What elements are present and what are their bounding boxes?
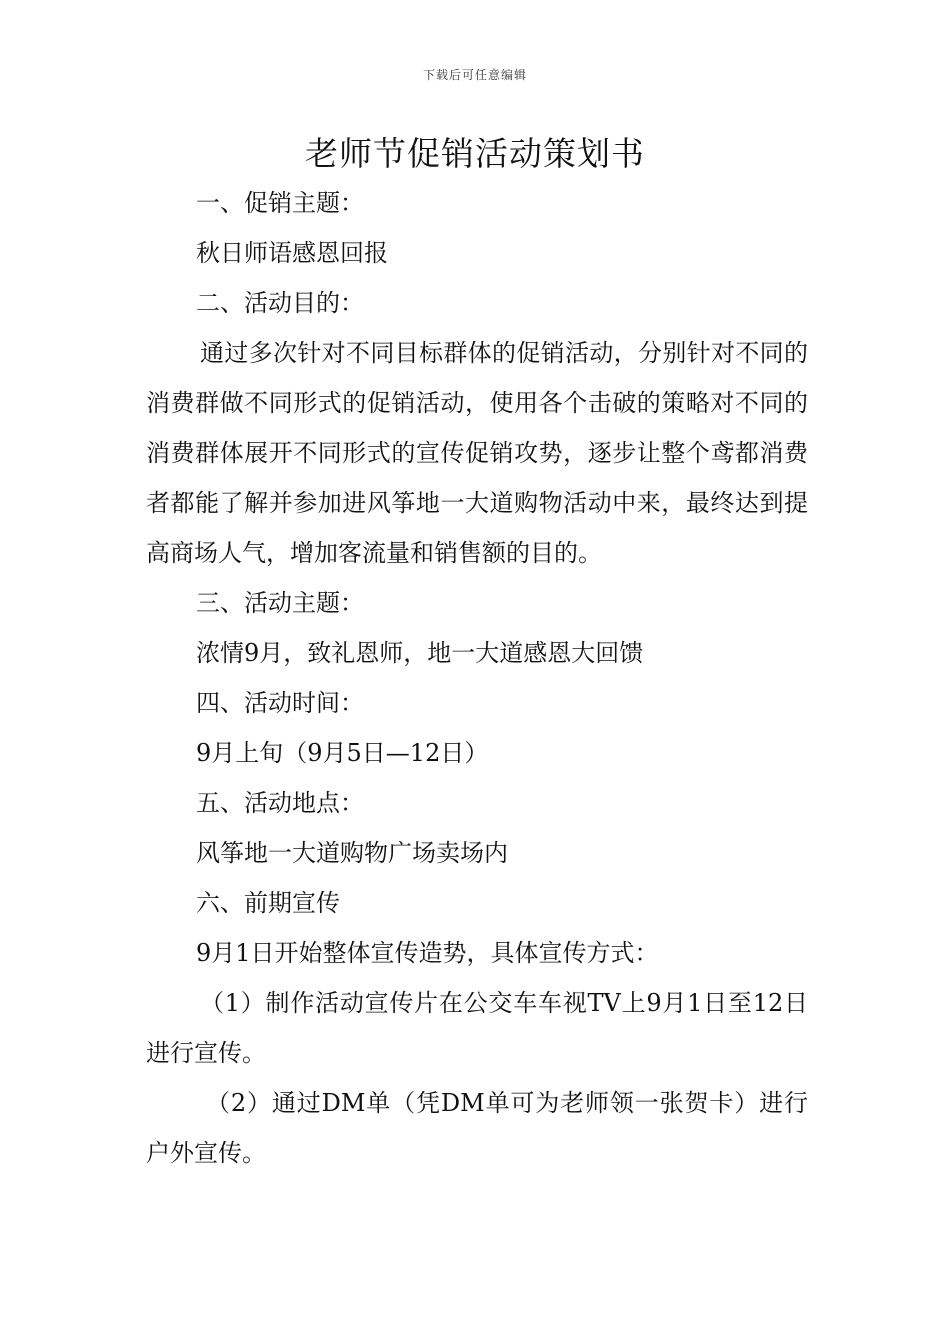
section-heading-theme: 一、促销主题： [196, 189, 364, 217]
section-paragraph-purpose: 通过多次针对不同目标群体的促销活动，分别针对不同的消费群做不同形式的促销活动，使用各个击破的策略对不同的消费群体展开不同形式的宣传促销攻势，逐步让整个鸢都消费者都能了解并参加进风筝地一大道购物活动中来，最终达到提高商场人气，增加客流量和销售额的目的。 [146, 339, 808, 567]
section-heading-activity-theme: 三、活动主题： [196, 589, 364, 617]
document-body [146, 178, 808, 1178]
promotion-item-1: （1）制作活动宣传片在公交车车视TV上9月1日至12日进行宣传。 [146, 989, 808, 1067]
document-title: 老师节促销活动策划书 [305, 134, 645, 173]
section-text-promotion-intro: 9月1日开始整体宣传造势，具体宣传方式： [196, 939, 659, 967]
section-heading-location: 五、活动地点： [196, 789, 364, 817]
header-note: 下载后可任意编辑 [422, 68, 527, 82]
section-heading-promotion: 六、前期宣传 [196, 889, 340, 917]
section-heading-purpose: 二、活动目的： [196, 289, 364, 317]
section-text-time: 9月上旬（9月5日—12日） [196, 739, 489, 767]
section-text-activity-theme: 浓情9月，致礼恩师，地一大道感恩大回馈 [196, 639, 644, 667]
promotion-item-2: （2）通过DM单（凭DM单可为老师领一张贺卡）进行户外宣传。 [146, 1089, 808, 1167]
section-text-theme: 秋日师语感恩回报 [196, 239, 388, 267]
section-text-location: 风筝地一大道购物广场卖场内 [196, 839, 508, 867]
section-heading-time: 四、活动时间： [196, 689, 364, 717]
